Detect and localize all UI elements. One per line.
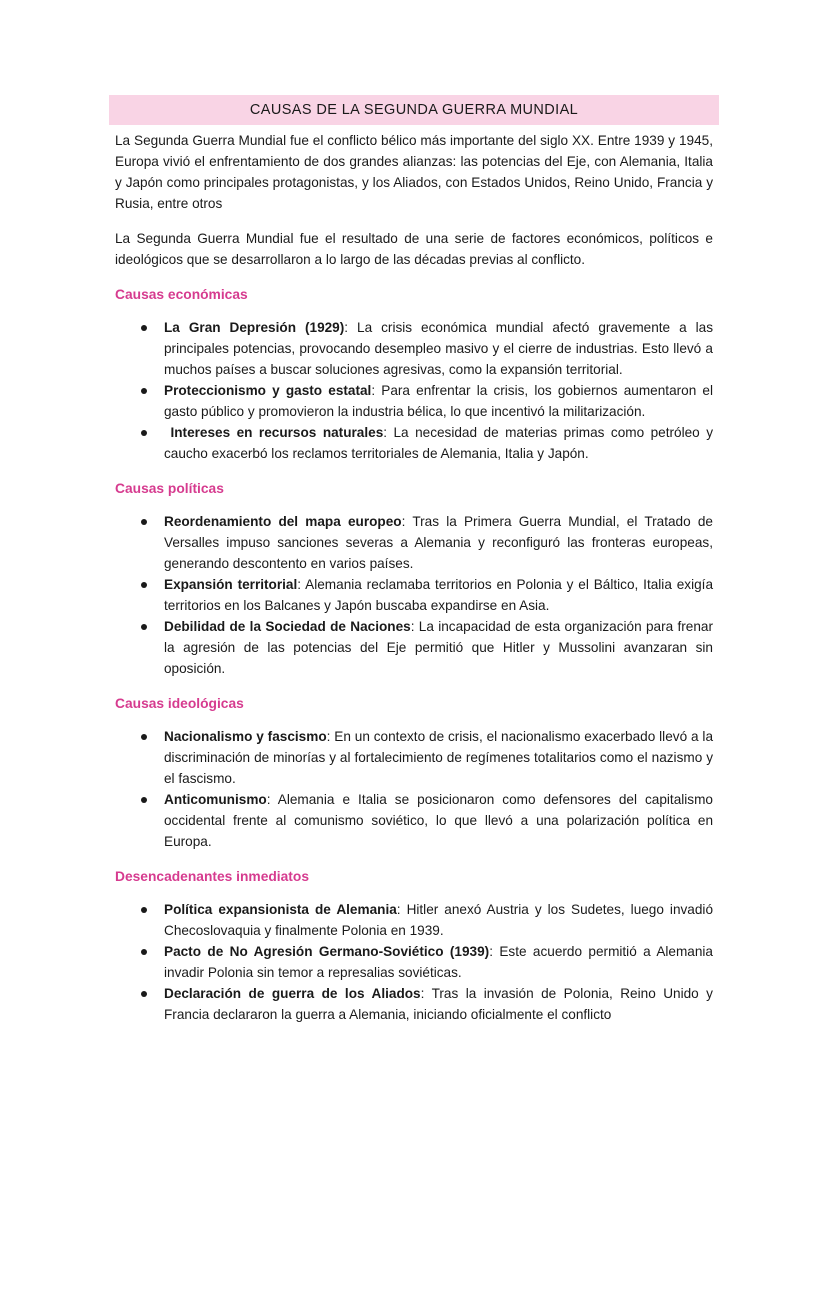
- list-item-text: : Para enfrentar la crisis, los gobiernos aumentaron el gasto público y promovieron la industria bélica, lo que incentivó la militarización.: [164, 383, 714, 419]
- document-title: CAUSAS DE LA SEGUNDA GUERRA MUNDIAL: [109, 95, 719, 125]
- list-item-term: Debilidad de la Sociedad de Naciones: [164, 619, 411, 634]
- section-list-ideological: [115, 726, 713, 852]
- list-item-text: : La necesidad de materias primas como petróleo y caucho exacerbó los reclamos territoriales de Alemania, Italia y Japón.: [164, 425, 713, 461]
- list-item-text: : Hitler anexó Austria y los Sudetes, luego invadió Checoslovaquia y finalmente Polonia en 1939.: [164, 902, 714, 938]
- list-item: [164, 574, 713, 616]
- list-item-text: : Este acuerdo permitió a Alemania invadir Polonia sin temor a represalias soviéticas.: [164, 944, 713, 980]
- list-item-term: Intereses en recursos naturales: [164, 425, 384, 440]
- list-item: [164, 616, 713, 679]
- list-item-term: Política expansionista de Alemania: [164, 902, 397, 917]
- document-body: [109, 130, 719, 1025]
- list-item-text: : En un contexto de crisis, el nacionalismo exacerbado llevó a la discriminación de minorías y al fortalecimiento de regímenes totalitarios como el nazismo y el fascismo.: [164, 729, 714, 786]
- list-item: [164, 380, 713, 422]
- section-list-political: [115, 511, 713, 679]
- list-item: [164, 511, 713, 574]
- section-list-economic: [115, 317, 713, 464]
- section-list-triggers: [115, 899, 713, 1025]
- list-item: [164, 726, 713, 789]
- section-heading-ideological: Causas ideológicas: [115, 696, 244, 711]
- list-item: [164, 941, 713, 983]
- list-item-term: Anticomunismo: [164, 792, 267, 807]
- list-item: [164, 789, 713, 852]
- list-item-term: Declaración de guerra de los Aliados: [164, 986, 421, 1001]
- intro-paragraph-1: La Segunda Guerra Mundial fue el conflicto bélico más importante del siglo XX. Entre 1939 y 1945, Europa vivió el enfrentamiento de dos grandes alianzas: las potencias del Eje, con Alemania, Italia y Japón como principales protagonistas, y los Aliados, con Estados Unidos, Reino Unido, Francia y Rusia, entre otros: [115, 133, 713, 211]
- list-item-text: : Tras la invasión de Polonia, Reino Unido y Francia declararon la guerra a Alemania, iniciando oficialmente el conflicto: [164, 986, 713, 1022]
- document-page: [109, 95, 719, 1025]
- section-heading-economic: Causas económicas: [115, 287, 248, 302]
- list-item: [164, 983, 713, 1025]
- list-item-term: Nacionalismo y fascismo: [164, 729, 327, 744]
- section-heading-political: Causas políticas: [115, 481, 224, 496]
- list-item: [164, 317, 713, 380]
- list-item-term: Expansión territorial: [164, 577, 298, 592]
- list-item-text: : Alemania e Italia se posicionaron como defensores del capitalismo occidental frente al comunismo soviético, lo que llevó a una polarización política en Europa.: [164, 792, 713, 849]
- list-item-text: : La incapacidad de esta organización para frenar la agresión de las potencias del Eje permitió que Hitler y Mussolini avanzaran sin oposición.: [164, 619, 713, 676]
- list-item-term: Proteccionismo y gasto estatal: [164, 383, 372, 398]
- intro-paragraph-2: La Segunda Guerra Mundial fue el resultado de una serie de factores económicos, políticos e ideológicos que se desarrollaron a lo largo de las décadas previas al conflicto.: [115, 231, 713, 267]
- list-item-term: Reordenamiento del mapa europeo: [164, 514, 402, 529]
- list-item-text: : Alemania reclamaba territorios en Polonia y el Báltico, Italia exigía territorios en los Balcanes y Japón buscaba expandirse en Asia.: [164, 577, 714, 613]
- list-item: [164, 899, 713, 941]
- list-item-text: : Tras la Primera Guerra Mundial, el Tratado de Versalles impuso sanciones severas a Alemania y reconfiguró las fronteras europeas, generando descontento en varios países.: [164, 514, 713, 571]
- list-item-term: La Gran Depresión (1929): [164, 320, 345, 335]
- list-item-text: : La crisis económica mundial afectó gravemente a las principales potencias, provocando desempleo masivo y el cierre de industrias. Esto llevó a muchos países a buscar soluciones agresivas, como la expansión territorial.: [164, 320, 713, 377]
- list-item: [164, 422, 713, 464]
- section-heading-triggers: Desencadenantes inmediatos: [115, 869, 309, 884]
- list-item-term: Pacto de No Agresión Germano-Soviético (1939): [164, 944, 490, 959]
